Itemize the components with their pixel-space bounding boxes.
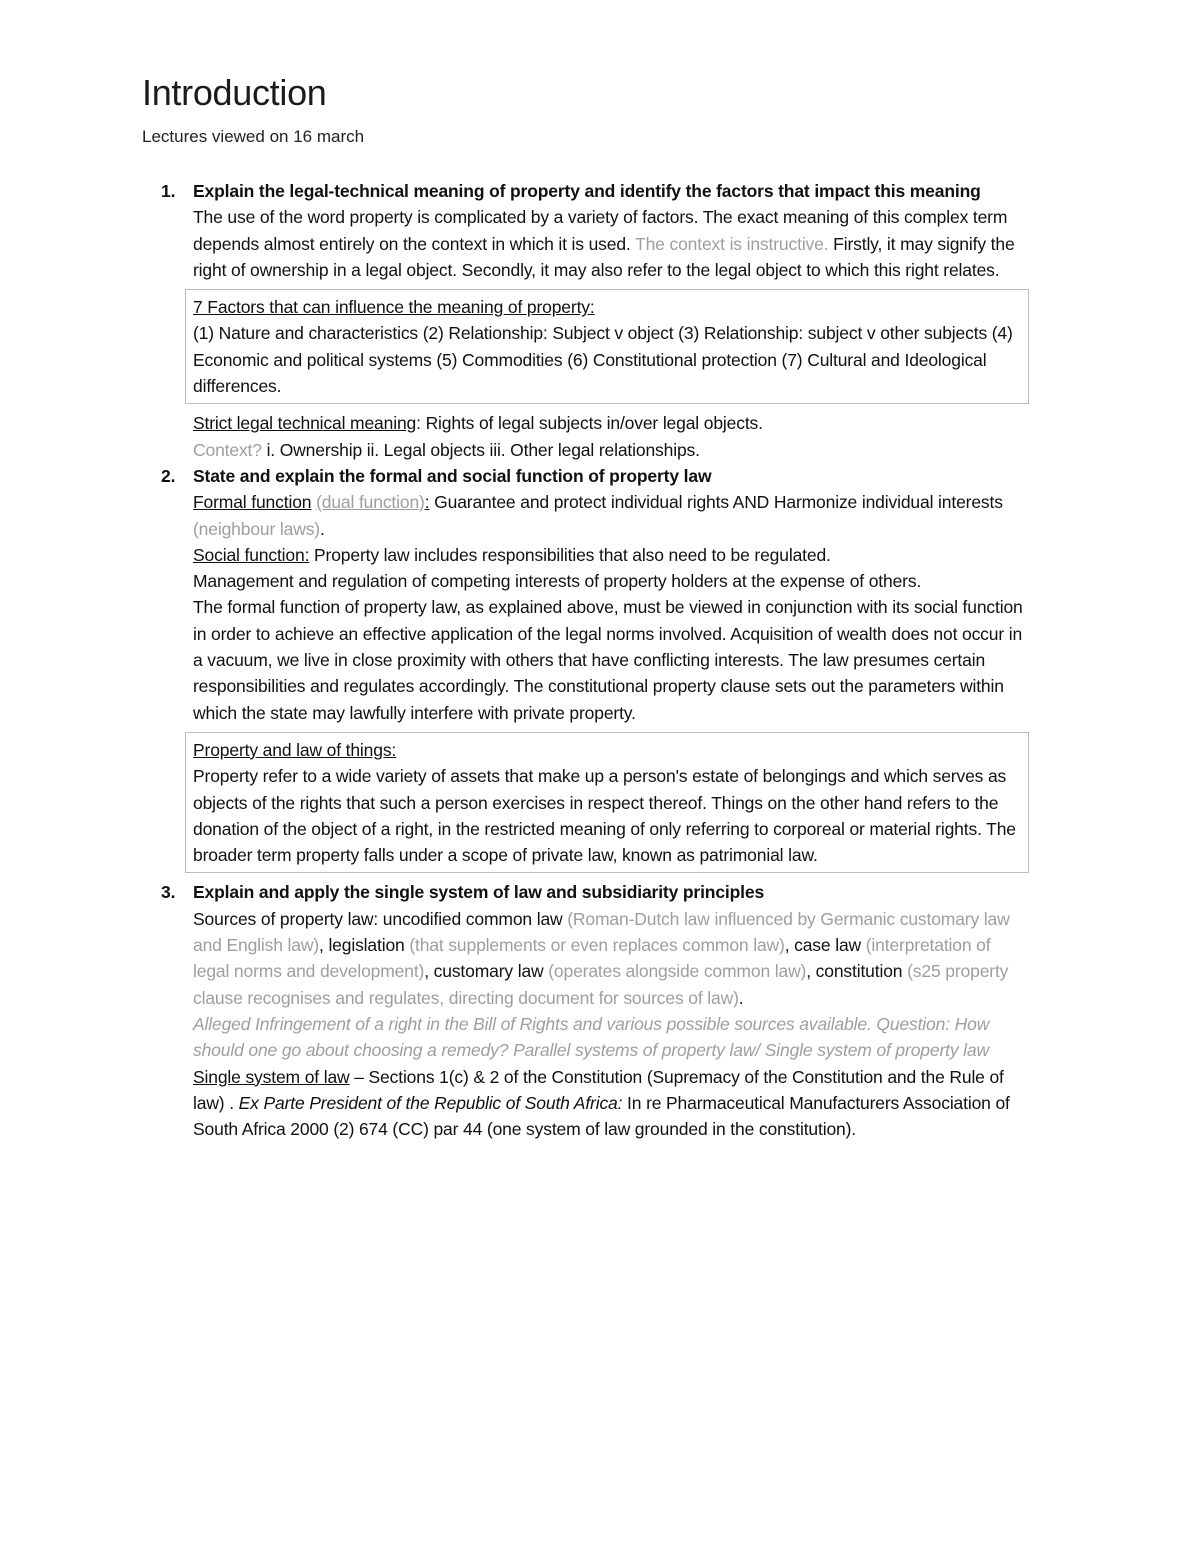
source-common-law-note: (Roman-Dutch law influenced by Germanic customary law and English law) (193, 908, 1010, 956)
formal-function-end: . (319, 518, 325, 539)
source-constitution: , constitution (806, 961, 903, 982)
source-case-law-note: (interpretation of legal norms and development) (193, 935, 991, 982)
factors-box-text: (1) Nature and characteristics (2) Relationship: Subject v object (3) Relationship: subject v other subjects (4) Economic and political systems (5) Commodities (6) Constitutional protection (7) Cultural and Ideological differences. (193, 323, 1013, 397)
sources-end: . (738, 987, 744, 1008)
page-subtitle: Lectures viewed on 16 march (142, 127, 365, 146)
source-case-law: , case law (784, 935, 862, 956)
question-3-number: 3. (161, 882, 176, 903)
formal-function-colon: : (424, 492, 430, 513)
context-line (193, 437, 1029, 463)
property-things-text: Property refer to a wide variety of assets that make up a person's estate of belongings and which serves as objects of the rights that such a person exercises in respect thereof. Things on the other hand refers to the donation of the object of a right, in the restricted meaning of only referring to corporeal or material rights. The broader term property falls under a scope of private law, known as patrimonial law. (193, 766, 1016, 866)
social-function-label: Social function: (193, 544, 310, 565)
question-1-heading-text: Explain the legal-technical meaning of property and identify the factors that impact this meaning (193, 181, 981, 201)
single-system-label: Single system of law (193, 1066, 350, 1087)
strict-meaning-line (193, 410, 1029, 436)
question-1-heading (161, 178, 1029, 204)
question-2-heading (161, 463, 1029, 489)
q1-text-b: Firstly, it may signify the right of ownership in a legal object. Secondly, it may also refer to the legal object to which this right relates. (193, 233, 1015, 280)
formal-function-label: Formal function (193, 492, 312, 513)
question-1-paragraph (193, 204, 1029, 283)
question-3-heading (161, 879, 1029, 905)
social-function-text: Property law includes responsibilities that also need to be regulated. (314, 544, 831, 565)
source-legislation-note: (that supplements or even replaces common law) (409, 935, 785, 956)
strict-meaning-text: Rights of legal subjects in/over legal objects. (425, 413, 763, 434)
formal-function-muted-2: (neighbour laws) (193, 518, 320, 539)
remedy-question-note: Alleged Infringement of a right in the Bill of Rights and various possible sources available. Question: How should one go about choosing a remedy? Parallel systems of property law/ Single system of property law (193, 1013, 990, 1061)
question-2-number: 2. (161, 465, 176, 486)
question-2-heading-text: State and explain the formal and social function of property law (193, 465, 712, 486)
single-system-paragraph (193, 1064, 1029, 1143)
q1-muted-note: The context is instructive. (635, 233, 829, 254)
document-body (161, 178, 1029, 1142)
context-text: i. Ownership ii. Legal objects iii. Other legal relationships. (266, 439, 700, 460)
question-3-heading-text: Explain and apply the single system of law and subsidiarity principles (193, 882, 765, 903)
single-system-text: – Sections 1(c) & 2 of the Constitution (Supremacy of the Constitution and the Rule of law) . (193, 1066, 1004, 1113)
case-name: Ex Parte President of the Republic of South Africa: (238, 1092, 623, 1113)
page-title: Introduction (142, 72, 327, 113)
source-legislation: , legislation (319, 935, 405, 956)
property-things-box (185, 732, 1029, 873)
formal-function-muted: (dual function) (316, 492, 425, 513)
source-customary-law-note: (operates alongside common law) (548, 961, 807, 982)
property-things-heading: Property and law of things: (193, 739, 397, 760)
formal-function-paragraph: The formal function of property law, as explained above, must be viewed in conjunction with its social function in order to achieve an effective application of the legal norms involved. Acquisition of wealth does not occur in a vacuum, we live in close proximity with others that have conflicting interests. The law presumes certain responsibilities and regulates accordingly. The constitutional property clause sets out the parameters within which the state may lawfully interfere with private property. (193, 597, 1023, 723)
formal-function-text: Guarantee and protect individual rights AND Harmonize individual interests (434, 492, 1003, 513)
q1-text-a: The use of the word property is complicated by a variety of factors. The exact meaning of this complex term depends almost entirely on the context in which it is used. (193, 207, 1008, 254)
factors-box (185, 289, 1029, 404)
strict-meaning-colon: : (416, 413, 421, 434)
management-paragraph: Management and regulation of competing interests of property holders at the expense of others. (193, 571, 922, 592)
question-1-number: 1. (161, 181, 176, 201)
strict-meaning-label: Strict legal technical meaning (193, 413, 417, 434)
case-citation: In re Pharmaceutical Manufacturers Association of South Africa 2000 (2) 674 (CC) par 44 (one system of law grounded in the constitution). (193, 1092, 1010, 1140)
factors-box-heading: 7 Factors that can influence the meaning of property: (193, 297, 595, 318)
context-label: Context? (193, 439, 262, 460)
formal-function-line (193, 489, 1029, 542)
social-function-line (193, 542, 1029, 568)
source-customary-law: , customary law (424, 961, 544, 982)
sources-paragraph (193, 906, 1029, 1011)
source-constitution-note: (s25 property clause recognises and regulates, directing document for sources of law) (193, 961, 1009, 1008)
source-common-law: Sources of property law: uncodified common law (193, 908, 563, 929)
